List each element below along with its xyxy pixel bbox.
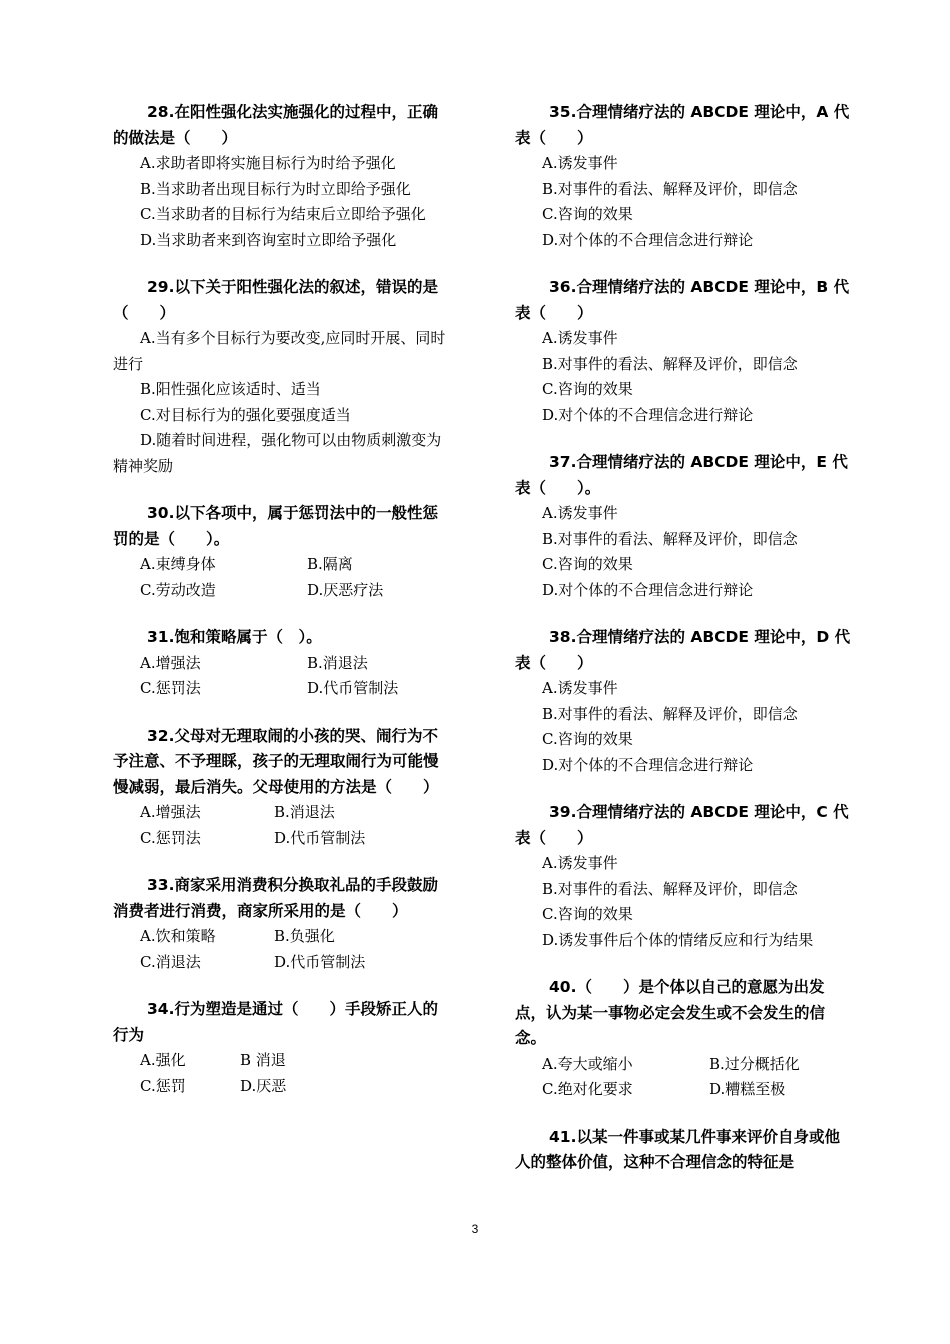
question-35 <box>515 100 855 253</box>
question-29 <box>113 275 453 479</box>
options-row <box>113 1048 453 1074</box>
option-d: D.随着时间进程，强化物可以由物质刺激变为精神奖励 <box>113 431 442 475</box>
question-33 <box>113 873 453 975</box>
option-d: D.对个体的不合理信念进行辩论 <box>542 755 754 774</box>
option-b: B.消退法 <box>274 803 335 821</box>
question-stem: 40.（ ）是个体以自己的意愿为出发点，认为某一事物必定会发生或不会发生的信念。 <box>515 978 826 1047</box>
option-b: B.隔离 <box>307 555 353 573</box>
question-stem: 39.合理情绪疗法的 ABCDE 理论中，C 代表（ ） <box>515 803 849 847</box>
option-a: A.增强法 <box>140 653 201 672</box>
option-d: D.当求助者来到咨询室时立即给予强化 <box>140 230 397 249</box>
option-a: A.求助者即将实施目标行为时给予强化 <box>140 154 396 172</box>
left-column <box>113 100 453 1121</box>
option-b: B.对事件的看法、解释及评价，即信念 <box>542 179 798 198</box>
option-b: B.过分概括化 <box>709 1054 800 1073</box>
question-stem: 35.合理情绪疗法的 ABCDE 理论中，A 代表（ ） <box>515 103 850 147</box>
option-c: C.咨询的效果 <box>542 905 633 923</box>
option-a: A.诱发事件 <box>542 154 618 172</box>
option-c: C.咨询的效果 <box>542 555 633 573</box>
option-b: B.当求助者出现目标行为时立即给予强化 <box>140 179 411 198</box>
option-a: A.诱发事件 <box>542 504 618 522</box>
options-row <box>113 578 453 604</box>
option-d: D.对个体的不合理信念进行辩论 <box>542 230 754 249</box>
question-stem: 31.饱和策略属于（ ）。 <box>147 628 322 646</box>
question-31 <box>113 625 453 702</box>
options-row <box>113 651 453 677</box>
option-b: B.对事件的看法、解释及评价，即信念 <box>542 529 798 548</box>
option-d: D.诱发事件后个体的情绪反应和行为结果 <box>542 930 814 949</box>
options-row <box>113 1074 453 1100</box>
option-a: A.束缚身体 <box>140 555 216 573</box>
options-row <box>113 826 453 852</box>
question-stem: 37.合理情绪疗法的 ABCDE 理论中，E 代表（ ）。 <box>515 453 848 497</box>
option-b: B.对事件的看法、解释及评价，即信念 <box>542 354 798 373</box>
option-b: B.阳性强化应该适时、适当 <box>140 380 321 398</box>
option-a: A.强化 <box>140 1051 186 1069</box>
option-c: C.惩罚法 <box>140 679 201 697</box>
option-c: C.咨询的效果 <box>542 380 633 398</box>
option-a: A.诱发事件 <box>542 679 618 697</box>
option-d: D.厌恶疗法 <box>307 580 384 599</box>
option-d: D.代币管制法 <box>274 952 366 971</box>
option-c: C.当求助者的目标行为结束后立即给予强化 <box>140 205 426 223</box>
question-41 <box>515 1125 855 1176</box>
question-36 <box>515 275 855 428</box>
options-row <box>113 800 453 826</box>
option-b: B 消退 <box>240 1051 286 1069</box>
option-a: A.夸大或缩小 <box>542 1054 633 1073</box>
option-d: D.代币管制法 <box>274 828 366 847</box>
question-stem: 41.以某一件事或某几件事来评价自身或他人的整体价值，这种不合理信念的特征是 <box>515 1127 840 1171</box>
right-column <box>515 100 855 1198</box>
question-stem: 29.以下关于阳性强化法的叙述，错误的是（ ） <box>113 278 438 322</box>
option-c: C.消退法 <box>140 952 201 971</box>
options-row <box>113 924 453 950</box>
option-d: D.代币管制法 <box>307 679 399 697</box>
option-d: D.糟糕至极 <box>709 1080 786 1098</box>
question-38 <box>515 625 855 778</box>
option-c: C.咨询的效果 <box>542 730 633 748</box>
option-a: A.当有多个目标行为要改变,应同时开展、同时进行 <box>113 329 446 373</box>
page-number: 3 <box>471 1222 479 1236</box>
question-stem: 30.以下各项中，属于惩罚法中的一般性惩罚的是（ ）。 <box>113 504 438 548</box>
option-a: A.诱发事件 <box>542 854 618 872</box>
option-a: A.饮和策略 <box>140 927 216 945</box>
option-c: C.劳动改造 <box>140 580 216 599</box>
option-b: B.负强化 <box>274 927 335 945</box>
options-row <box>515 1052 855 1078</box>
options-row <box>113 552 453 578</box>
question-30 <box>113 501 453 603</box>
option-c: C.惩罚法 <box>140 828 201 847</box>
question-28 <box>113 100 453 253</box>
question-37 <box>515 450 855 603</box>
option-d: D.对个体的不合理信念进行辩论 <box>542 405 754 424</box>
option-b: B.对事件的看法、解释及评价，即信念 <box>542 879 798 898</box>
options-row <box>515 1077 855 1103</box>
option-a: A.增强法 <box>140 803 201 821</box>
question-34 <box>113 997 453 1099</box>
option-d: D.对个体的不合理信念进行辩论 <box>542 580 754 599</box>
options-row <box>113 676 453 702</box>
question-32 <box>113 724 453 852</box>
option-d: D.厌恶 <box>240 1076 287 1095</box>
options-row <box>113 950 453 976</box>
question-stem: 32.父母对无理取闹的小孩的哭、闹行为不予注意、不予理睬，孩子的无理取闹行为可能慢慢减弱，最后消失。父母使用的方法是（ ） <box>113 726 439 796</box>
question-stem: 28.在阳性强化法实施强化的过程中，正确的做法是（ ） <box>113 103 438 147</box>
option-c: C.绝对化要求 <box>542 1080 633 1098</box>
question-stem: 34.行为塑造是通过（ ）手段矫正人的行为 <box>113 1000 438 1044</box>
option-c: C.惩罚 <box>140 1076 186 1095</box>
question-stem: 33.商家采用消费积分换取礼品的手段鼓励消费者进行消费，商家所采用的是（ ） <box>113 876 438 920</box>
option-b: B.对事件的看法、解释及评价，即信念 <box>542 704 798 723</box>
option-a: A.诱发事件 <box>542 329 618 347</box>
option-b: B.消退法 <box>307 653 368 672</box>
question-39 <box>515 800 855 953</box>
question-stem: 36.合理情绪疗法的 ABCDE 理论中，B 代表（ ） <box>515 278 850 322</box>
option-c: C.咨询的效果 <box>542 205 633 223</box>
option-c: C.对目标行为的强化要强度适当 <box>140 405 351 424</box>
question-40 <box>515 975 855 1103</box>
question-stem: 38.合理情绪疗法的 ABCDE 理论中，D 代表（ ） <box>515 628 851 672</box>
